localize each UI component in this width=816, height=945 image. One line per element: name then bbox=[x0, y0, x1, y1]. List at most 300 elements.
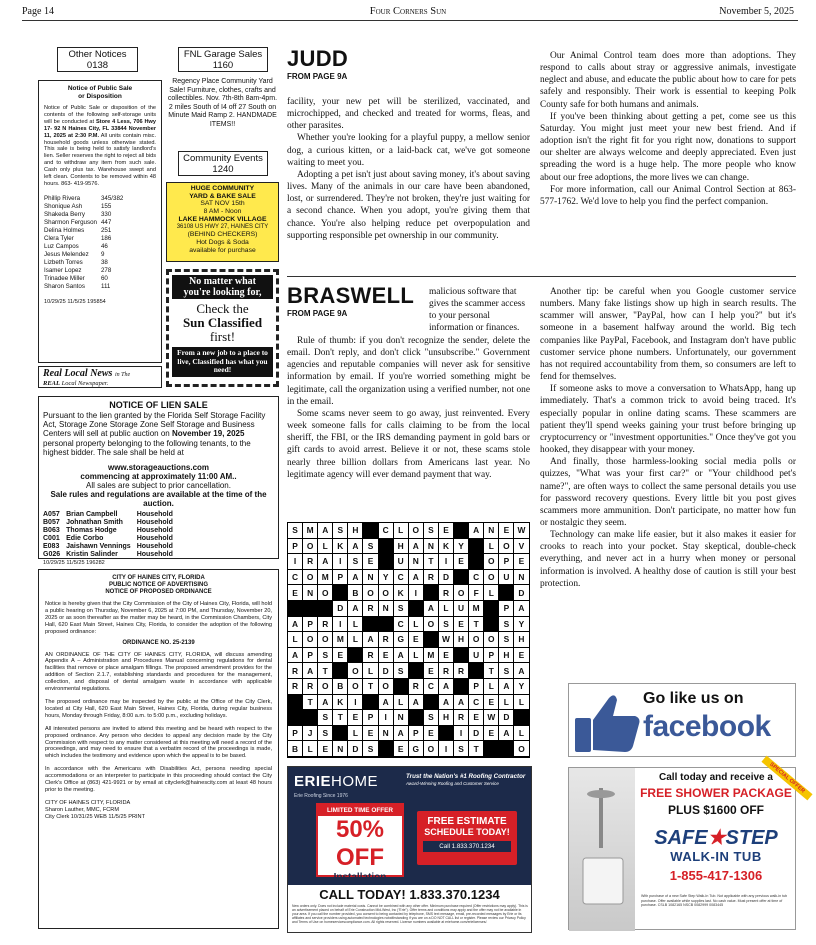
crossword-cell bbox=[333, 663, 348, 679]
crossword-cell: I bbox=[333, 617, 348, 633]
crossword-cell: P bbox=[303, 648, 318, 664]
public-sale-cell: 447 bbox=[100, 218, 112, 226]
erie-call[interactable]: CALL TODAY! 1.833.370.1234 bbox=[319, 887, 500, 902]
lien-unit-cell: B057 bbox=[43, 519, 60, 527]
crossword-cell: E bbox=[409, 632, 424, 648]
public-sale-name-row bbox=[44, 243, 127, 251]
crossword-cell: O bbox=[484, 570, 499, 586]
lien-unit-row bbox=[43, 527, 179, 535]
crossword-cell: A bbox=[454, 695, 469, 711]
crossword-cell: O bbox=[348, 663, 363, 679]
crossword-cell: R bbox=[379, 632, 394, 648]
public-sale-notice bbox=[38, 80, 162, 363]
ord-p4: All interested persons are invited to attend this meeting and be heard with respect to the proposed ordinance. Any person who decides to appeal any decision made by the City Commission with respect to any matter considered at this meeting will need a record of the proceedings, and may need to ensure that a verbatim record of the proceedings is made, which includes the testimony and evidence upon which the appeal is to be based. bbox=[45, 725, 272, 760]
crossword-cell bbox=[379, 741, 394, 757]
braswell-col2: Another tip: be careful when you Google customer service numbers. Many fake listings show up high in search results. The scammer will answer, "PayPal, how can I help you?" but it's someone in a basement halfway around the world. Big tech companies like PayPal, Facebook, and Instagram don't have public customer service phone numbers. Unfortunately, our government has not required accountability from them, so consumers are left to fend for themselves. If someone asks to move a conversation to WhatsApp, hang up immediately. That's a common trick to avoid being traced. It's especially popular in online dating scams. These scammers are patient they'll spend weeks gaining your trust before bringing up cryptocurrency or "investment opportunities." Once they've got you hooked, they disappear with your money. And finally, those harmless-looking social media polls or quizzes, "What was your first car?" or "Your childhood pet's name?", are often ways to collect the same personal details you use for password recovery questions. Every little bit you post gives scammers more ammunition. Don't participate, no matter how fun or nostalgic they seem. Technology can make life easier, but it also makes it easier for crooks to reach into your pocket. Stay skeptical, double-check everything, and never act in a hurry when money or personal information is involved. A healthy dose of caution is still your best protection. bbox=[540, 287, 796, 589]
crossword-cell: L bbox=[409, 648, 424, 664]
crossword-cell: C bbox=[394, 617, 409, 633]
crossword-cell: S bbox=[318, 710, 333, 726]
crossword-cell bbox=[514, 710, 529, 726]
crossword-cell: P bbox=[288, 539, 303, 555]
safe-step-ad bbox=[568, 761, 806, 930]
public-sale-name-row bbox=[44, 235, 127, 243]
crossword-cell: O bbox=[484, 554, 499, 570]
crossword-cell: I bbox=[409, 585, 424, 601]
crossword-cell: E bbox=[424, 663, 439, 679]
crossword-cell: O bbox=[499, 539, 514, 555]
crossword-cell: C bbox=[424, 679, 439, 695]
crossword-cell bbox=[409, 710, 424, 726]
lien-unit-cell: B063 bbox=[43, 527, 60, 535]
garage-sale-ad: Regency Place Community Yard Sale! Furniture, clothes, crafts and collectibles. Nov. 7th-8th 8am-4pm. 2 miles South of I4 off 27 South on Minute Maid Ramp 2. HANDMADE ITEMS!! bbox=[167, 78, 278, 128]
crossword-cell: E bbox=[484, 695, 499, 711]
crossword-cell: R bbox=[363, 601, 378, 617]
crossword-cell: T bbox=[333, 710, 348, 726]
ord-signature: CITY OF HAINES CITY, FLORIDA Sharon Lauther, MMC, FCRM City Clerk 10/31/25 WEB 11/5/25 PRINT bbox=[45, 799, 146, 820]
ord-number: ORDINANCE NO. 25-2139 bbox=[122, 639, 195, 646]
crossword-cell: C bbox=[288, 570, 303, 586]
crossword-cell: L bbox=[439, 601, 454, 617]
crossword-cell: A bbox=[363, 632, 378, 648]
real-local-news-ad: Real Local News in The REAL Local Newspaper. bbox=[38, 366, 162, 388]
crossword-cell: N bbox=[303, 585, 318, 601]
sun-ad-mid: Check the Sun Classified first! bbox=[182, 301, 263, 344]
crossword-cell: O bbox=[379, 679, 394, 695]
crossword-cell: B bbox=[288, 741, 303, 757]
public-sale-cell: Luz Campos bbox=[44, 242, 79, 250]
crossword-cell: A bbox=[379, 695, 394, 711]
crossword-cell: O bbox=[303, 570, 318, 586]
sun-ad-top: No matter what you're looking for, bbox=[172, 275, 273, 299]
crossword-cell: I bbox=[288, 554, 303, 570]
erie-tagline: Trust the Nation's #1 Roofing Contractor Award-Winning Roofing and Customer Service bbox=[406, 773, 526, 786]
crossword-cell: Y bbox=[454, 539, 469, 555]
crossword-cell bbox=[333, 585, 348, 601]
ordinance-notice bbox=[38, 569, 279, 929]
crossword-cell: S bbox=[348, 554, 363, 570]
public-sale-cell: 38 bbox=[100, 258, 108, 266]
garage-code: 1160 bbox=[212, 60, 234, 71]
crossword-cell bbox=[454, 523, 469, 539]
crossword-cell: L bbox=[303, 741, 318, 757]
lien-subject: All sales are subject to prior cancellation. bbox=[86, 481, 231, 491]
crossword-cell: R bbox=[303, 679, 318, 695]
judd-from: FROM PAGE 9A bbox=[287, 72, 348, 81]
public-sale-name-row bbox=[44, 203, 127, 211]
thumbs-up-icon bbox=[573, 692, 641, 754]
crossword-cell: O bbox=[409, 523, 424, 539]
crossword-cell: O bbox=[424, 741, 439, 757]
crossword-cell: E bbox=[288, 585, 303, 601]
crossword-cell: E bbox=[439, 523, 454, 539]
crossword-cell: S bbox=[318, 726, 333, 742]
crossword-cell: C bbox=[394, 570, 409, 586]
crossword-cell: H bbox=[394, 539, 409, 555]
crossword-cell: P bbox=[303, 617, 318, 633]
crossword-cell: R bbox=[424, 570, 439, 586]
crossword-cell: P bbox=[499, 601, 514, 617]
crossword-cell: A bbox=[439, 695, 454, 711]
crossword-cell bbox=[484, 601, 499, 617]
erie-offer-box: LIMITED TIME OFFER 50% OFF Installation bbox=[316, 803, 404, 877]
crossword-cell: H bbox=[454, 632, 469, 648]
crossword-cell: M bbox=[424, 648, 439, 664]
lien-unit-cell: Brian Campbell bbox=[66, 511, 118, 519]
crossword-cell: T bbox=[469, 741, 484, 757]
facebook-ad bbox=[568, 683, 796, 757]
crossword-cell: I bbox=[439, 554, 454, 570]
crossword-cell: N bbox=[514, 570, 529, 586]
public-sale-cell: 9 bbox=[100, 250, 105, 258]
public-sale-name-row bbox=[44, 259, 127, 267]
crossword-cell: J bbox=[303, 726, 318, 742]
crossword-cell bbox=[424, 585, 439, 601]
crossword-cell: O bbox=[424, 617, 439, 633]
crossword-cell: O bbox=[363, 585, 378, 601]
crossword-cell: E bbox=[499, 523, 514, 539]
crossword-cell: G bbox=[394, 632, 409, 648]
crossword-cell: R bbox=[318, 617, 333, 633]
crossword-cell: V bbox=[514, 539, 529, 555]
crossword-cell bbox=[424, 632, 439, 648]
public-sale-cell: 251 bbox=[100, 226, 112, 234]
crossword-cell: E bbox=[454, 554, 469, 570]
crossword-cell: L bbox=[499, 695, 514, 711]
crossword-cell: A bbox=[514, 663, 529, 679]
crossword-cell: O bbox=[348, 679, 363, 695]
crossword-cell: R bbox=[409, 679, 424, 695]
crossword-cell: E bbox=[484, 726, 499, 742]
crossword-cell: D bbox=[348, 741, 363, 757]
crossword-cell bbox=[469, 663, 484, 679]
public-sale-cell: 111 bbox=[100, 282, 111, 290]
crossword-cell bbox=[469, 554, 484, 570]
ord-p2: AN ORDINANCE OF THE CITY OF HAINES CITY, FLORIDA, will discuss amending Appendix A – Administration and Procedures Manual concerning regulations for dental facilities that remove or place amalgam fillings. The proposed amendment provides for the addition of Section 2.1.7, establishing standards and procedures for the management, collection, and disposal of dental amalgam waste in accordance with applicable environmental regulations. bbox=[45, 651, 272, 693]
crossword-cell: W bbox=[514, 523, 529, 539]
public-sale-cell: Jesus Melendez bbox=[44, 250, 89, 258]
public-sale-cell: 330 bbox=[100, 210, 112, 218]
crossword-cell: Y bbox=[514, 617, 529, 633]
crossword-cell: A bbox=[499, 726, 514, 742]
crossword-cell: O bbox=[379, 585, 394, 601]
crossword-cell: E bbox=[363, 554, 378, 570]
crossword-cell: R bbox=[439, 663, 454, 679]
crossword-cell bbox=[469, 539, 484, 555]
erie-logo: ERIEHOME bbox=[294, 773, 379, 790]
crossword-cell: I bbox=[439, 741, 454, 757]
ord-h1: CITY OF HAINES CITY, FLORIDA bbox=[112, 575, 205, 581]
lien-unit-cell: Johnathan Smith bbox=[66, 519, 123, 527]
public-sale-title: Notice of Public Sale or Disposition bbox=[67, 85, 133, 100]
crossword-cell: A bbox=[288, 648, 303, 664]
crossword-cell: L bbox=[514, 695, 529, 711]
crossword-cell: I bbox=[348, 695, 363, 711]
crossword-cell: A bbox=[394, 648, 409, 664]
crossword-cell: L bbox=[318, 539, 333, 555]
public-sale-body: Notice of Public Sale or disposition of the contents of the following self-storage units will be conducted at Store 4 Less, 706 Hwy 17- 92 N Haines City, FL 33844 November 11, 2025 at 2:30 P.M. All units contain misc. household goods unless otherwise stated. This sale is being held to satisfy landlord's lien. Seller reserves the right to reject all bids and to withdraw any item from such sale. Cash only plus tax. Warehouse swept and left clean. Contents to be removed within 48 hours. 863- 419-9576. bbox=[44, 105, 157, 187]
public-sale-name-row bbox=[44, 267, 127, 275]
crossword-cell: I bbox=[333, 554, 348, 570]
crossword-cell: A bbox=[394, 726, 409, 742]
crossword-cell: D bbox=[469, 726, 484, 742]
crossword-cell: L bbox=[348, 632, 363, 648]
shower-fixture-icon bbox=[577, 788, 629, 908]
crossword-cell: P bbox=[484, 648, 499, 664]
crossword-cell: L bbox=[348, 617, 363, 633]
crossword-cell: K bbox=[439, 539, 454, 555]
crossword-cell: T bbox=[318, 663, 333, 679]
community-title: Community Events bbox=[183, 153, 263, 164]
ord-h3: NOTICE OF PROPOSED ORDINANCE bbox=[105, 589, 212, 595]
safestep-phone[interactable]: 1-855-417-1306 bbox=[669, 868, 763, 883]
lien-unit-cell: Household bbox=[136, 535, 173, 543]
crossword-cell: P bbox=[469, 679, 484, 695]
public-sale-cell: Shonique Ash bbox=[44, 202, 83, 210]
crossword-cell bbox=[499, 741, 514, 757]
lien-rules: Sale rules and regulations are available at the time of the auction. bbox=[50, 490, 267, 509]
crossword-cell: R bbox=[288, 663, 303, 679]
lien-unit-row bbox=[43, 511, 179, 519]
crossword-cell bbox=[484, 617, 499, 633]
community-events-header bbox=[178, 151, 268, 176]
crossword-cell: T bbox=[484, 663, 499, 679]
public-sale-cell: 46 bbox=[100, 242, 108, 250]
safestep-fine-print: With purchase of a new Safe Step Walk-In Tub. Not applicable with any previous walk-in tub purchase. Offer available while supplies last. No cash value. Must present offer at time of purchase. CSLB 1082165 NSCB 0082999 0083445 bbox=[641, 894, 788, 908]
crossword-cell: K bbox=[333, 539, 348, 555]
public-sale-cell: 278 bbox=[100, 266, 112, 274]
crossword-cell: S bbox=[394, 663, 409, 679]
crossword-cell bbox=[439, 726, 454, 742]
crossword-cell: O bbox=[318, 585, 333, 601]
safestep-line3: PLUS $1600 OFF bbox=[667, 803, 765, 817]
crossword-cell: N bbox=[363, 570, 378, 586]
public-sale-cell: Phillip Rivera bbox=[44, 194, 81, 202]
crossword-cell: L bbox=[394, 523, 409, 539]
crossword-cell: B bbox=[333, 679, 348, 695]
crossword-cell bbox=[303, 601, 318, 617]
crossword-cell: A bbox=[318, 554, 333, 570]
crossword-cell: W bbox=[439, 632, 454, 648]
crossword-cell: L bbox=[484, 539, 499, 555]
crossword-cell: T bbox=[303, 695, 318, 711]
crossword-cell: A bbox=[409, 695, 424, 711]
lien-commence: commencing at approximately 11:00 AM.. bbox=[80, 472, 237, 482]
crossword-cell: S bbox=[333, 523, 348, 539]
judd-headline: JUDD bbox=[287, 46, 349, 71]
crossword-cell: E bbox=[318, 741, 333, 757]
crossword-cell: H bbox=[439, 710, 454, 726]
crossword-cell: E bbox=[454, 617, 469, 633]
crossword-cell: N bbox=[394, 710, 409, 726]
crossword-cell: G bbox=[409, 741, 424, 757]
paper-title: Four Corners Sun bbox=[369, 6, 447, 17]
erie-fine-print: New orders only. Does not include material costs. Cannot be combined with any other offer. Minimum purchase required (Offer restrictions may apply). This is an advertisement placed on behalf of Erie Construction Mid-West, Inc ("Erie"). Offer terms and conditions may apply and the offer may not be available in your area. If you call the number provided, you consent to being contacted by telephone, SMS text message, email, pre-recorded messages by Erie or its affiliates and service providers using automated technologies notwithstanding if you are on a DO NOT CALL list or register. Please review our Privacy Policy and Terms of Use on homeservicescompliance.com. All rights reserved. License numbers available at eriehome.com/erielicenses/. bbox=[292, 904, 528, 925]
crossword-cell bbox=[454, 570, 469, 586]
crossword-cell: L bbox=[348, 726, 363, 742]
crossword-cell: D bbox=[379, 663, 394, 679]
crossword-cell: L bbox=[394, 695, 409, 711]
crossword-cell bbox=[409, 601, 424, 617]
crossword-cell: S bbox=[499, 632, 514, 648]
crossword-cell: W bbox=[484, 710, 499, 726]
crossword-cell: O bbox=[484, 632, 499, 648]
lien-unit-cell: Household bbox=[136, 511, 173, 519]
ord-p3: The proposed ordinance may be inspected by the public at the Office of the City Clerk, located at City Hall, 620 East Main Street, Haines City, Florida, during regular business hours, Monday through Friday, 8:00 a.m. to 5:00 p.m., excluding holidays. bbox=[45, 698, 272, 719]
ord-p5: In accordance with the Americans with Disabilities Act, persons needing special accommodations or an interpreter to participate in this proceeding should contact the City Clerk's Office at (863) 421-9921 or by email at cityclerk@hainescity.com at least 48 hours prior to the meeting. bbox=[45, 766, 272, 793]
other-notices-code: 0138 bbox=[86, 60, 109, 71]
braswell-lead: malicious software that gives the scammer access to your personal information or finances. bbox=[429, 287, 526, 334]
crossword-cell: E bbox=[514, 554, 529, 570]
crossword-cell: E bbox=[348, 710, 363, 726]
crossword-cell: S bbox=[424, 710, 439, 726]
crossword-cell: R bbox=[363, 648, 378, 664]
crossword-cell: S bbox=[318, 648, 333, 664]
facebook-wordmark[interactable]: facebook bbox=[643, 710, 771, 743]
crossword-cell: D bbox=[333, 601, 348, 617]
public-sale-cell: 155 bbox=[100, 202, 112, 210]
crossword-cell: O bbox=[303, 632, 318, 648]
other-notices-title: Other Notices bbox=[68, 49, 127, 60]
community-code: 1240 bbox=[212, 164, 234, 175]
crossword-cell: E bbox=[424, 726, 439, 742]
crossword-cell: S bbox=[424, 523, 439, 539]
public-sale-cell: Clera Tyler bbox=[44, 234, 74, 242]
crossword-cell: A bbox=[409, 539, 424, 555]
crossword-cell: C bbox=[469, 695, 484, 711]
crossword-cell: A bbox=[514, 601, 529, 617]
crossword-cell: A bbox=[318, 523, 333, 539]
lien-url: www.storageauctions.com bbox=[107, 463, 210, 473]
crossword-cell: Y bbox=[514, 679, 529, 695]
crossword-cell: K bbox=[394, 585, 409, 601]
crossword-cell bbox=[454, 679, 469, 695]
public-sale-name-row bbox=[44, 283, 127, 291]
lien-sale-notice bbox=[38, 396, 279, 567]
crossword-cell: D bbox=[499, 710, 514, 726]
crossword-cell: P bbox=[288, 726, 303, 742]
crossword-cell: S bbox=[499, 663, 514, 679]
public-sale-cell: 345/382 bbox=[100, 194, 124, 202]
crossword-cell: N bbox=[379, 601, 394, 617]
crossword-cell: D bbox=[514, 585, 529, 601]
lien-units bbox=[43, 511, 179, 559]
public-sale-name-row bbox=[44, 275, 127, 283]
sun-ad-bottom: From a new job to a place to live, Classified has what you need! bbox=[172, 347, 273, 377]
crossword-cell: M bbox=[318, 570, 333, 586]
crossword-cell: U bbox=[499, 570, 514, 586]
garage-sales-header bbox=[178, 47, 268, 72]
public-sale-cell: Delina Holmes bbox=[44, 226, 85, 234]
crossword-cell: E bbox=[394, 741, 409, 757]
crossword-cell: K bbox=[333, 695, 348, 711]
lien-title: NOTICE OF LIEN SALE bbox=[109, 400, 208, 410]
crossword-cell: O bbox=[469, 632, 484, 648]
article-divider bbox=[287, 276, 796, 277]
crossword-cell: O bbox=[318, 679, 333, 695]
crossword-cell: N bbox=[333, 741, 348, 757]
crossword-cell bbox=[424, 695, 439, 711]
crossword-cell: B bbox=[348, 585, 363, 601]
public-sale-name-row bbox=[44, 211, 127, 219]
crossword-cell: E bbox=[469, 710, 484, 726]
crossword-cell: A bbox=[288, 617, 303, 633]
header-rule bbox=[22, 20, 798, 21]
lien-unit-row bbox=[43, 551, 179, 559]
public-sale-cell: Shakeda Berry bbox=[44, 210, 85, 218]
crossword-cell bbox=[333, 726, 348, 742]
public-sale-name-row bbox=[44, 219, 127, 227]
crossword-cell: T bbox=[363, 679, 378, 695]
lien-unit-row bbox=[43, 535, 179, 543]
crossword-cell: C bbox=[379, 523, 394, 539]
crossword-cell: H bbox=[514, 632, 529, 648]
crossword-cell: S bbox=[499, 617, 514, 633]
crossword-cell: A bbox=[439, 679, 454, 695]
special-offer-badge: SPECIAL OFFER bbox=[761, 756, 812, 801]
crossword-cell: P bbox=[499, 554, 514, 570]
crossword-cell: N bbox=[379, 726, 394, 742]
crossword-cell bbox=[303, 710, 318, 726]
lien-unit-cell: Edie Corbo bbox=[66, 535, 104, 543]
crossword-cell bbox=[379, 554, 394, 570]
lien-unit-cell: Thomas Hodge bbox=[66, 527, 117, 535]
crossword-cell bbox=[288, 695, 303, 711]
public-sale-cell: Sharmon Ferguson bbox=[44, 218, 97, 226]
crossword-cell: C bbox=[469, 570, 484, 586]
lien-unit-cell: E083 bbox=[43, 543, 60, 551]
crossword-cell bbox=[394, 679, 409, 695]
crossword-cell bbox=[348, 648, 363, 664]
lien-unit-cell: A057 bbox=[43, 511, 60, 519]
lien-unit-cell: Household bbox=[136, 527, 173, 535]
crossword-cell: R bbox=[454, 663, 469, 679]
ord-h2: PUBLIC NOTICE OF ADVERTISING bbox=[108, 582, 209, 588]
crossword-cell: L bbox=[409, 617, 424, 633]
crossword-cell: O bbox=[303, 539, 318, 555]
erie-since: Erie Roofing Since 1976 bbox=[294, 793, 348, 799]
crossword-cell bbox=[318, 601, 333, 617]
judd-col1: facility, your new pet will be sterilized, vaccinated, and microchipped, and checked and treated for worms, fleas, and other parasites. Whether you're looking for a playful puppy, a mellow senior dog, a curious kitten, or a laid-back cat, we've got someone waiting to meet you. Adopting a pet isn't just about saving money, it's about saving lives. Many of the animals in our care have been abandoned, lost, or surrendered. They're not broken, they're just waiting for a second chance. When you adopt, you're giving them that chance. You're also helping reduce pet overpopulation and supporting responsible pet ownership in our community. bbox=[287, 97, 530, 241]
braswell-headline: BRASWELL bbox=[287, 283, 415, 308]
crossword-cell: E bbox=[379, 648, 394, 664]
crossword-cell: M bbox=[303, 523, 318, 539]
public-sale-footer: 10/29/25 11/5/25 195854 bbox=[44, 298, 106, 305]
public-sale-cell: Sharon Santos bbox=[44, 282, 85, 290]
lien-unit-cell: Kristin Salinder bbox=[66, 551, 118, 559]
erie-estimate-box: FREE ESTIMATE SCHEDULE TODAY! Call 1.833.370.1234 bbox=[417, 811, 517, 865]
crossword-cell: A bbox=[348, 601, 363, 617]
public-sale-name-row bbox=[44, 251, 127, 259]
crossword-cell bbox=[454, 648, 469, 664]
crossword-cell bbox=[499, 585, 514, 601]
crossword-cell bbox=[484, 741, 499, 757]
crossword-cell: A bbox=[348, 539, 363, 555]
crossword-cell: E bbox=[514, 648, 529, 664]
crossword-cell: L bbox=[484, 585, 499, 601]
sun-classified-ad bbox=[166, 269, 279, 387]
crossword-cell: P bbox=[409, 726, 424, 742]
crossword-cell: T bbox=[424, 554, 439, 570]
crossword-cell: E bbox=[333, 648, 348, 664]
lien-unit-cell: C001 bbox=[43, 535, 60, 543]
crossword-cell bbox=[379, 539, 394, 555]
crossword-cell: L bbox=[288, 632, 303, 648]
lien-unit-cell: Jaishawn Vennings bbox=[66, 543, 131, 551]
crossword-cell: I bbox=[379, 710, 394, 726]
safestep-walk-in-tub: WALK-IN TUB bbox=[670, 849, 762, 864]
public-sale-cell: Isamer Lopez bbox=[44, 266, 82, 274]
crossword-cell: M bbox=[469, 601, 484, 617]
